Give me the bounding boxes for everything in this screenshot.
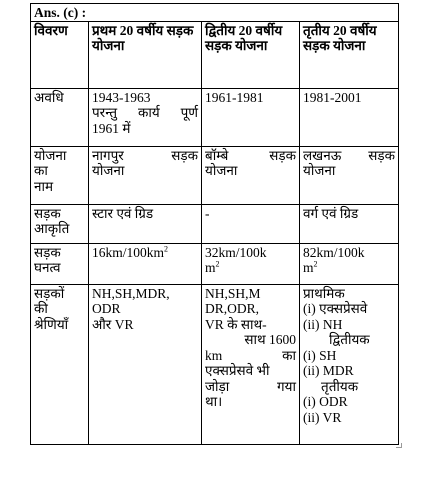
cell-line: द्वितीयक <box>329 332 370 347</box>
table-cell <box>202 243 300 284</box>
cell-line: बॉम्बे सड़क <box>205 147 296 163</box>
table-cell <box>300 146 399 204</box>
table-cell <box>300 284 399 444</box>
density-superscript: 2 <box>164 244 169 253</box>
header-cell-second-plan: द्वितीय 20 वर्षीय सड़क योजना <box>202 21 300 88</box>
cell-line: (i) एक्सप्रेसवे <box>303 301 368 316</box>
table-cell <box>89 284 202 444</box>
table-cell: वर्ग एवं ग्रिड <box>300 204 399 243</box>
table-row-categories <box>31 284 399 444</box>
table-cell <box>89 146 202 204</box>
cell-line: प्राथमिक <box>303 285 345 301</box>
label-line: योजना <box>34 147 67 163</box>
row-label <box>31 146 89 204</box>
row-label: अवधि <box>31 88 89 146</box>
cell-line: 1961 में <box>92 120 131 136</box>
table-cell: 1981-2001 <box>300 88 399 146</box>
cell-line: योजना <box>92 163 125 178</box>
density-superscript: 2 <box>215 259 220 269</box>
cell-line: और VR <box>92 316 134 332</box>
label-line: आकृति <box>34 221 70 236</box>
answer-label: Ans. (c) : <box>31 4 399 22</box>
cell-line: (ii) VR <box>303 409 342 425</box>
cell-line: 32km/100k <box>205 244 267 260</box>
cell-line: (ii) MDR <box>303 363 354 378</box>
cell-line: साथ 1600 <box>244 332 296 347</box>
table-end-mark <box>396 443 402 448</box>
table-row-density <box>31 243 399 284</box>
cell-line: जोड़ा गया <box>205 378 296 394</box>
comparison-table <box>30 3 399 445</box>
cell-line: योजना <box>303 163 336 178</box>
cell-line: नागपुर सड़क <box>92 147 198 163</box>
table-cell <box>300 243 399 284</box>
cell-line: m <box>205 260 216 275</box>
row-label <box>31 204 89 243</box>
label-line: घनत्व <box>34 260 61 275</box>
cell-line: (i) SH <box>303 347 337 363</box>
label-line: का <box>34 163 48 178</box>
cell-line: VR के साथ- <box>205 316 267 332</box>
density-superscript: 2 <box>313 259 318 269</box>
answer-row <box>31 4 399 22</box>
header-row <box>31 21 399 88</box>
cell-line: NH,SH,MDR, <box>92 285 170 301</box>
table-cell <box>202 146 300 204</box>
cell-line: 82km/100k <box>303 244 365 260</box>
label-line: श्रेणियाँ <box>34 316 69 332</box>
table-row-shape <box>31 204 399 243</box>
table-cell <box>89 243 202 284</box>
cell-line: (i) ODR <box>303 394 348 409</box>
cell-line: परन्तु कार्य पूर्ण <box>92 105 198 120</box>
label-line: सड़कों <box>34 285 65 301</box>
cell-line: m <box>303 260 314 275</box>
table-cell: - <box>202 204 300 243</box>
label-line: की <box>34 301 48 316</box>
cell-line: (ii) NH <box>303 316 343 332</box>
row-label <box>31 284 89 444</box>
table-cell: स्टार एवं ग्रिड <box>89 204 202 243</box>
density-value: 16km/100km <box>92 244 165 260</box>
label-line: सड़क <box>34 244 61 260</box>
cell-line: एक्सप्रेसवे भी <box>205 363 270 378</box>
cell-line: DR,ODR, <box>205 301 260 316</box>
cell-line: NH,SH,M <box>205 285 261 301</box>
cell-line: ODR <box>92 301 121 316</box>
row-label <box>31 243 89 284</box>
header-cell-description: विवरण <box>31 21 89 88</box>
table-cell <box>202 284 300 444</box>
cell-line: था। <box>205 394 223 409</box>
cell-line: km का <box>205 347 296 363</box>
cell-line: योजना <box>205 163 238 178</box>
cell-line: लखनऊ सड़क <box>303 147 395 163</box>
cell-line: तृतीयक <box>321 378 359 394</box>
label-line: सड़क <box>34 205 61 221</box>
table-row-name <box>31 146 399 204</box>
cell-line: 1943-1963 <box>92 89 151 105</box>
table-row-duration <box>31 88 399 146</box>
table-cell: 1961-1981 <box>202 88 300 146</box>
header-cell-first-plan: प्रथम 20 वर्षीय सड़क योजना <box>89 21 202 88</box>
header-cell-third-plan: तृतीय 20 वर्षीय सड़क योजना <box>300 21 399 88</box>
label-line: नाम <box>34 178 54 194</box>
table-cell <box>89 88 202 146</box>
